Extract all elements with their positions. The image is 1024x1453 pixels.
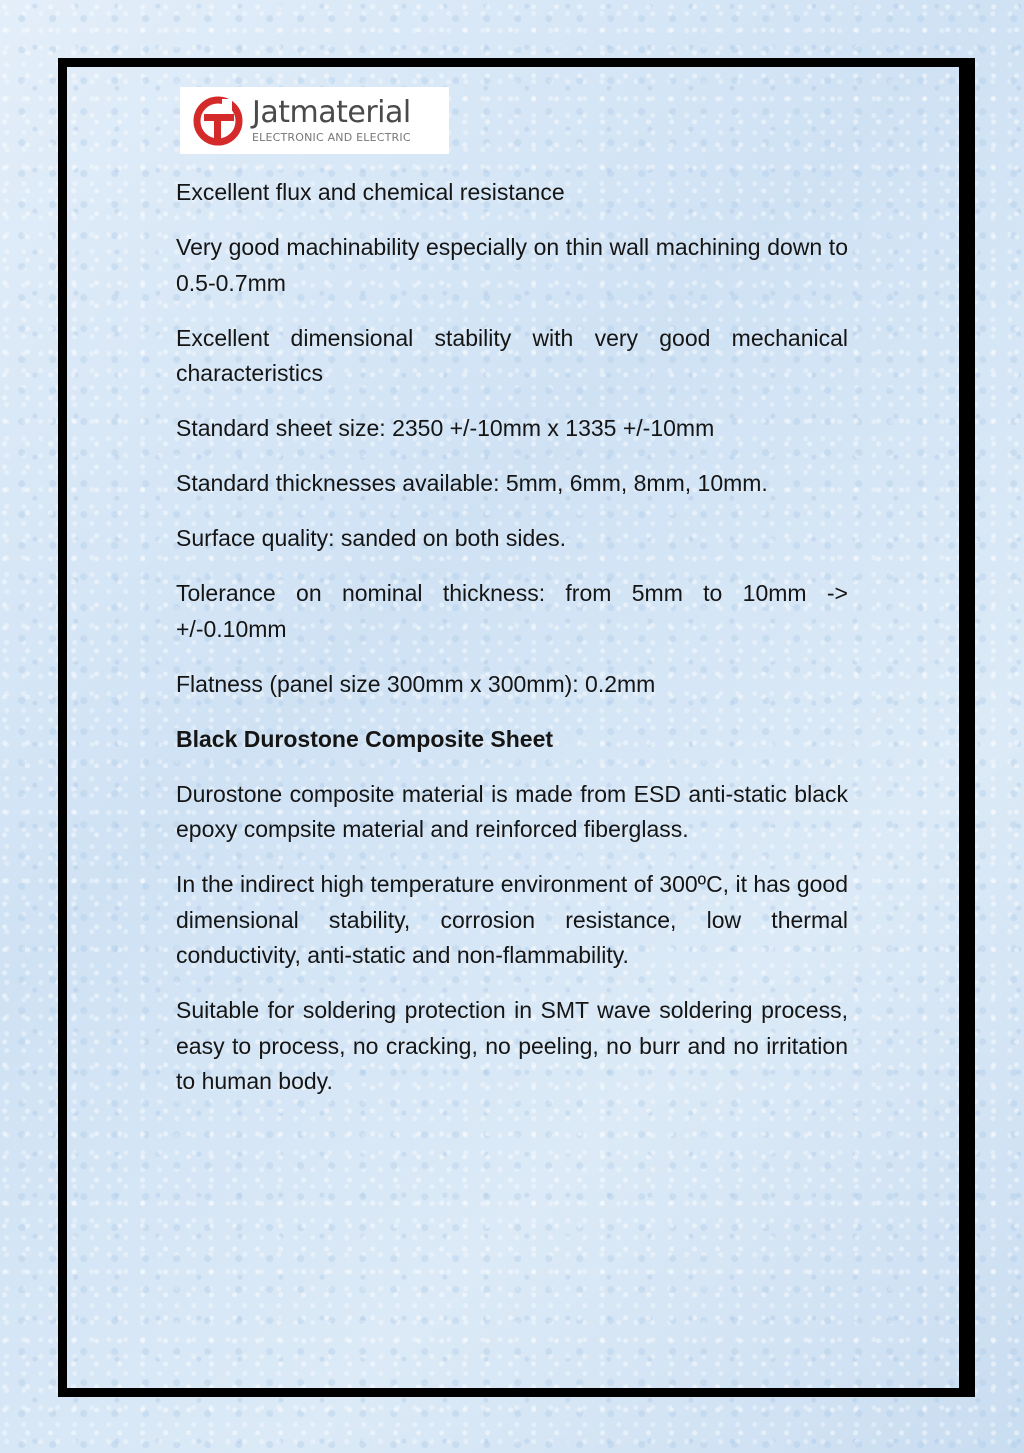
paragraph-soldering-use: Suitable for soldering protection in SMT wave soldering process, easy to process, no cracking, no peeling, no burr and no irritation to human body. xyxy=(176,997,848,1094)
paragraph-sheet-size: Standard sheet size: 2350 +/-10mm x 1335 +/-10mm xyxy=(176,415,715,441)
paragraph-thicknesses: Standard thicknesses available: 5mm, 6mm, 8mm, 10mm. xyxy=(176,470,768,496)
paragraph-dimensional-stability: Excellent dimensional stability with very good mechanical characteristics xyxy=(176,324,848,386)
paragraph-tolerance: Tolerance on nominal thickness: from 5mm to 10mm -> +/-0.10mm xyxy=(176,580,848,642)
document-body xyxy=(176,175,848,1119)
logo-tagline: ELECTRONIC AND ELECTRIC xyxy=(252,131,411,144)
logo-mark-icon xyxy=(192,95,244,147)
paragraph-flux-resistance: Excellent flux and chemical resistance xyxy=(176,179,565,205)
paragraph-temperature-properties: In the indirect high temperature environment of 300ºC, it has good dimensional stability, corrosion resistance, low thermal conductivity, anti-static and non-flammability. xyxy=(176,871,848,968)
section-heading: Black Durostone Composite Sheet xyxy=(176,725,554,752)
paragraph-surface-quality: Surface quality: sanded on both sides. xyxy=(176,525,566,551)
logo-name: Jatmaterial xyxy=(252,95,411,130)
paragraph-flatness: Flatness (panel size 300mm x 300mm): 0.2mm xyxy=(176,670,656,697)
paragraph-material-description: Durostone composite material is made from ESD anti-static black epoxy compsite material and reinforced fiberglass. xyxy=(176,780,848,842)
company-logo xyxy=(180,87,449,154)
paragraph-machinability: Very good machinability especially on thin wall machining down to 0.5-0.7mm xyxy=(176,234,848,296)
